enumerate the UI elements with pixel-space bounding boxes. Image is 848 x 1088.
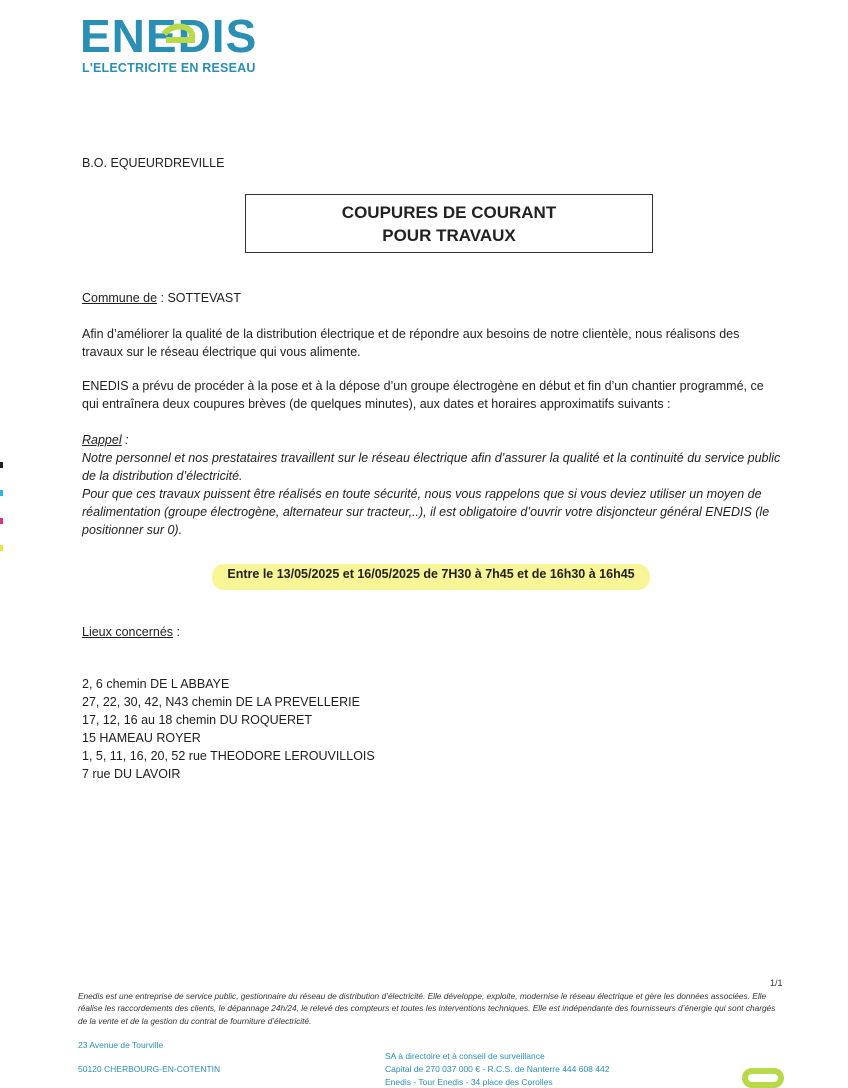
- page-number: 1/1: [770, 978, 783, 988]
- commune-value: SOTTEVAST: [167, 291, 241, 305]
- enedis-logo: [80, 10, 270, 60]
- company-line-2: Capital de 270 037 000 € - R.C.S. de Nanterre 444 608 442: [385, 1064, 610, 1074]
- rappel-block: [82, 431, 782, 539]
- logo-tagline: L'ELECTRICITE EN RESEAU: [82, 61, 256, 75]
- commune-separator: :: [157, 291, 168, 305]
- scan-mark: [0, 490, 3, 496]
- lieux-label: Lieux concernés: [82, 625, 174, 639]
- list-item: 15 HAMEAU ROYER: [82, 731, 201, 745]
- lieux-list: [82, 675, 375, 783]
- lieux-heading: [82, 625, 180, 639]
- commune-line: [82, 291, 241, 305]
- list-item: 17, 12, 16 au 18 chemin DU ROQUERET: [82, 713, 312, 727]
- outage-dates: Entre le 13/05/2025 et 16/05/2025 de 7H30 à 7h45 et de 16h30 à 16h45: [227, 567, 635, 581]
- list-item: 1, 5, 11, 16, 20, 52 rue THEODORE LEROUVILLOIS: [82, 749, 375, 763]
- list-item: 7 rue DU LAVOIR: [82, 767, 181, 781]
- title-line-1: COUPURES DE COURANT: [341, 202, 557, 222]
- lieux-suffix: :: [173, 625, 180, 639]
- rappel-suffix: :: [121, 433, 129, 447]
- generator-paragraph: ENEDIS a prévu de procéder à la pose et à la dépose d’un groupe électrogène en début et fin d’un chantier programmé, ce qui entraînera deux coupures brèves (de quelques minutes), aux dates et horaires approximatifs suivants :: [82, 379, 764, 411]
- commune-label: Commune de: [82, 291, 158, 305]
- office-name: B.O. EQUEURDREVILLE: [82, 156, 225, 170]
- rappel-line-1: Notre personnel et nos prestataires travaillent sur le réseau électrique afin d’assurer la qualité et la continuité du service public de la distribution d’électricité.: [82, 451, 781, 483]
- scan-mark: [0, 462, 3, 468]
- address-line-1: 23 Avenue de Tourville: [78, 1040, 164, 1050]
- company-line-3: Enedis - Tour Enedis - 34 place des Corolles: [385, 1077, 553, 1087]
- scan-mark: [0, 545, 3, 551]
- rappel-label: Rappel: [82, 433, 122, 447]
- rappel-line-2: Pour que ces travaux puissent être réalisés en toute sécurité, nous vous rappelons que si vous deviez utiliser un moyen de réalimentation (groupe électrogène, alternateur sur tracteur,..), il est obligatoire d’ouvrir votre disjoncteur général ENEDIS (le positionner sur 0).: [82, 487, 770, 537]
- list-item: 2, 6 chemin DE L ABBAYE: [82, 677, 230, 691]
- list-item: 27, 22, 30, 42, N43 chemin DE LA PREVELLERIE: [82, 695, 360, 709]
- company-line-1: SA à directoire et à conseil de surveillance: [385, 1051, 545, 1061]
- footer-description: Enedis est une entreprise de service public, gestionnaire du réseau de distribution d’électricité. Elle développe, exploite, modernise le réseau électrique et gère les données associées. Elle réalise les raccordements des clients, le dépannage 24h/24, le relevé des compteurs et toutes les interventions techniques. Elle est indépendante des fournisseurs d’énergie qui sont chargés de la vente et de la gestion du contrat de fourniture d’électricité.: [78, 991, 776, 1026]
- corner-logo-mark: [742, 1068, 784, 1088]
- address-line-2: 50120 CHERBOURG-EN-COTENTIN: [78, 1064, 221, 1074]
- title-line-2: POUR TRAVAUX: [382, 225, 516, 245]
- title-box: [245, 194, 653, 253]
- logo-text: ENEDIS: [80, 10, 258, 62]
- scan-mark: [0, 518, 3, 524]
- intro-paragraph: Afin d’améliorer la qualité de la distribution électrique et de répondre aux besoins de notre clientèle, nous réalisons des travaux sur le réseau électrique qui vous alimente.: [82, 327, 740, 359]
